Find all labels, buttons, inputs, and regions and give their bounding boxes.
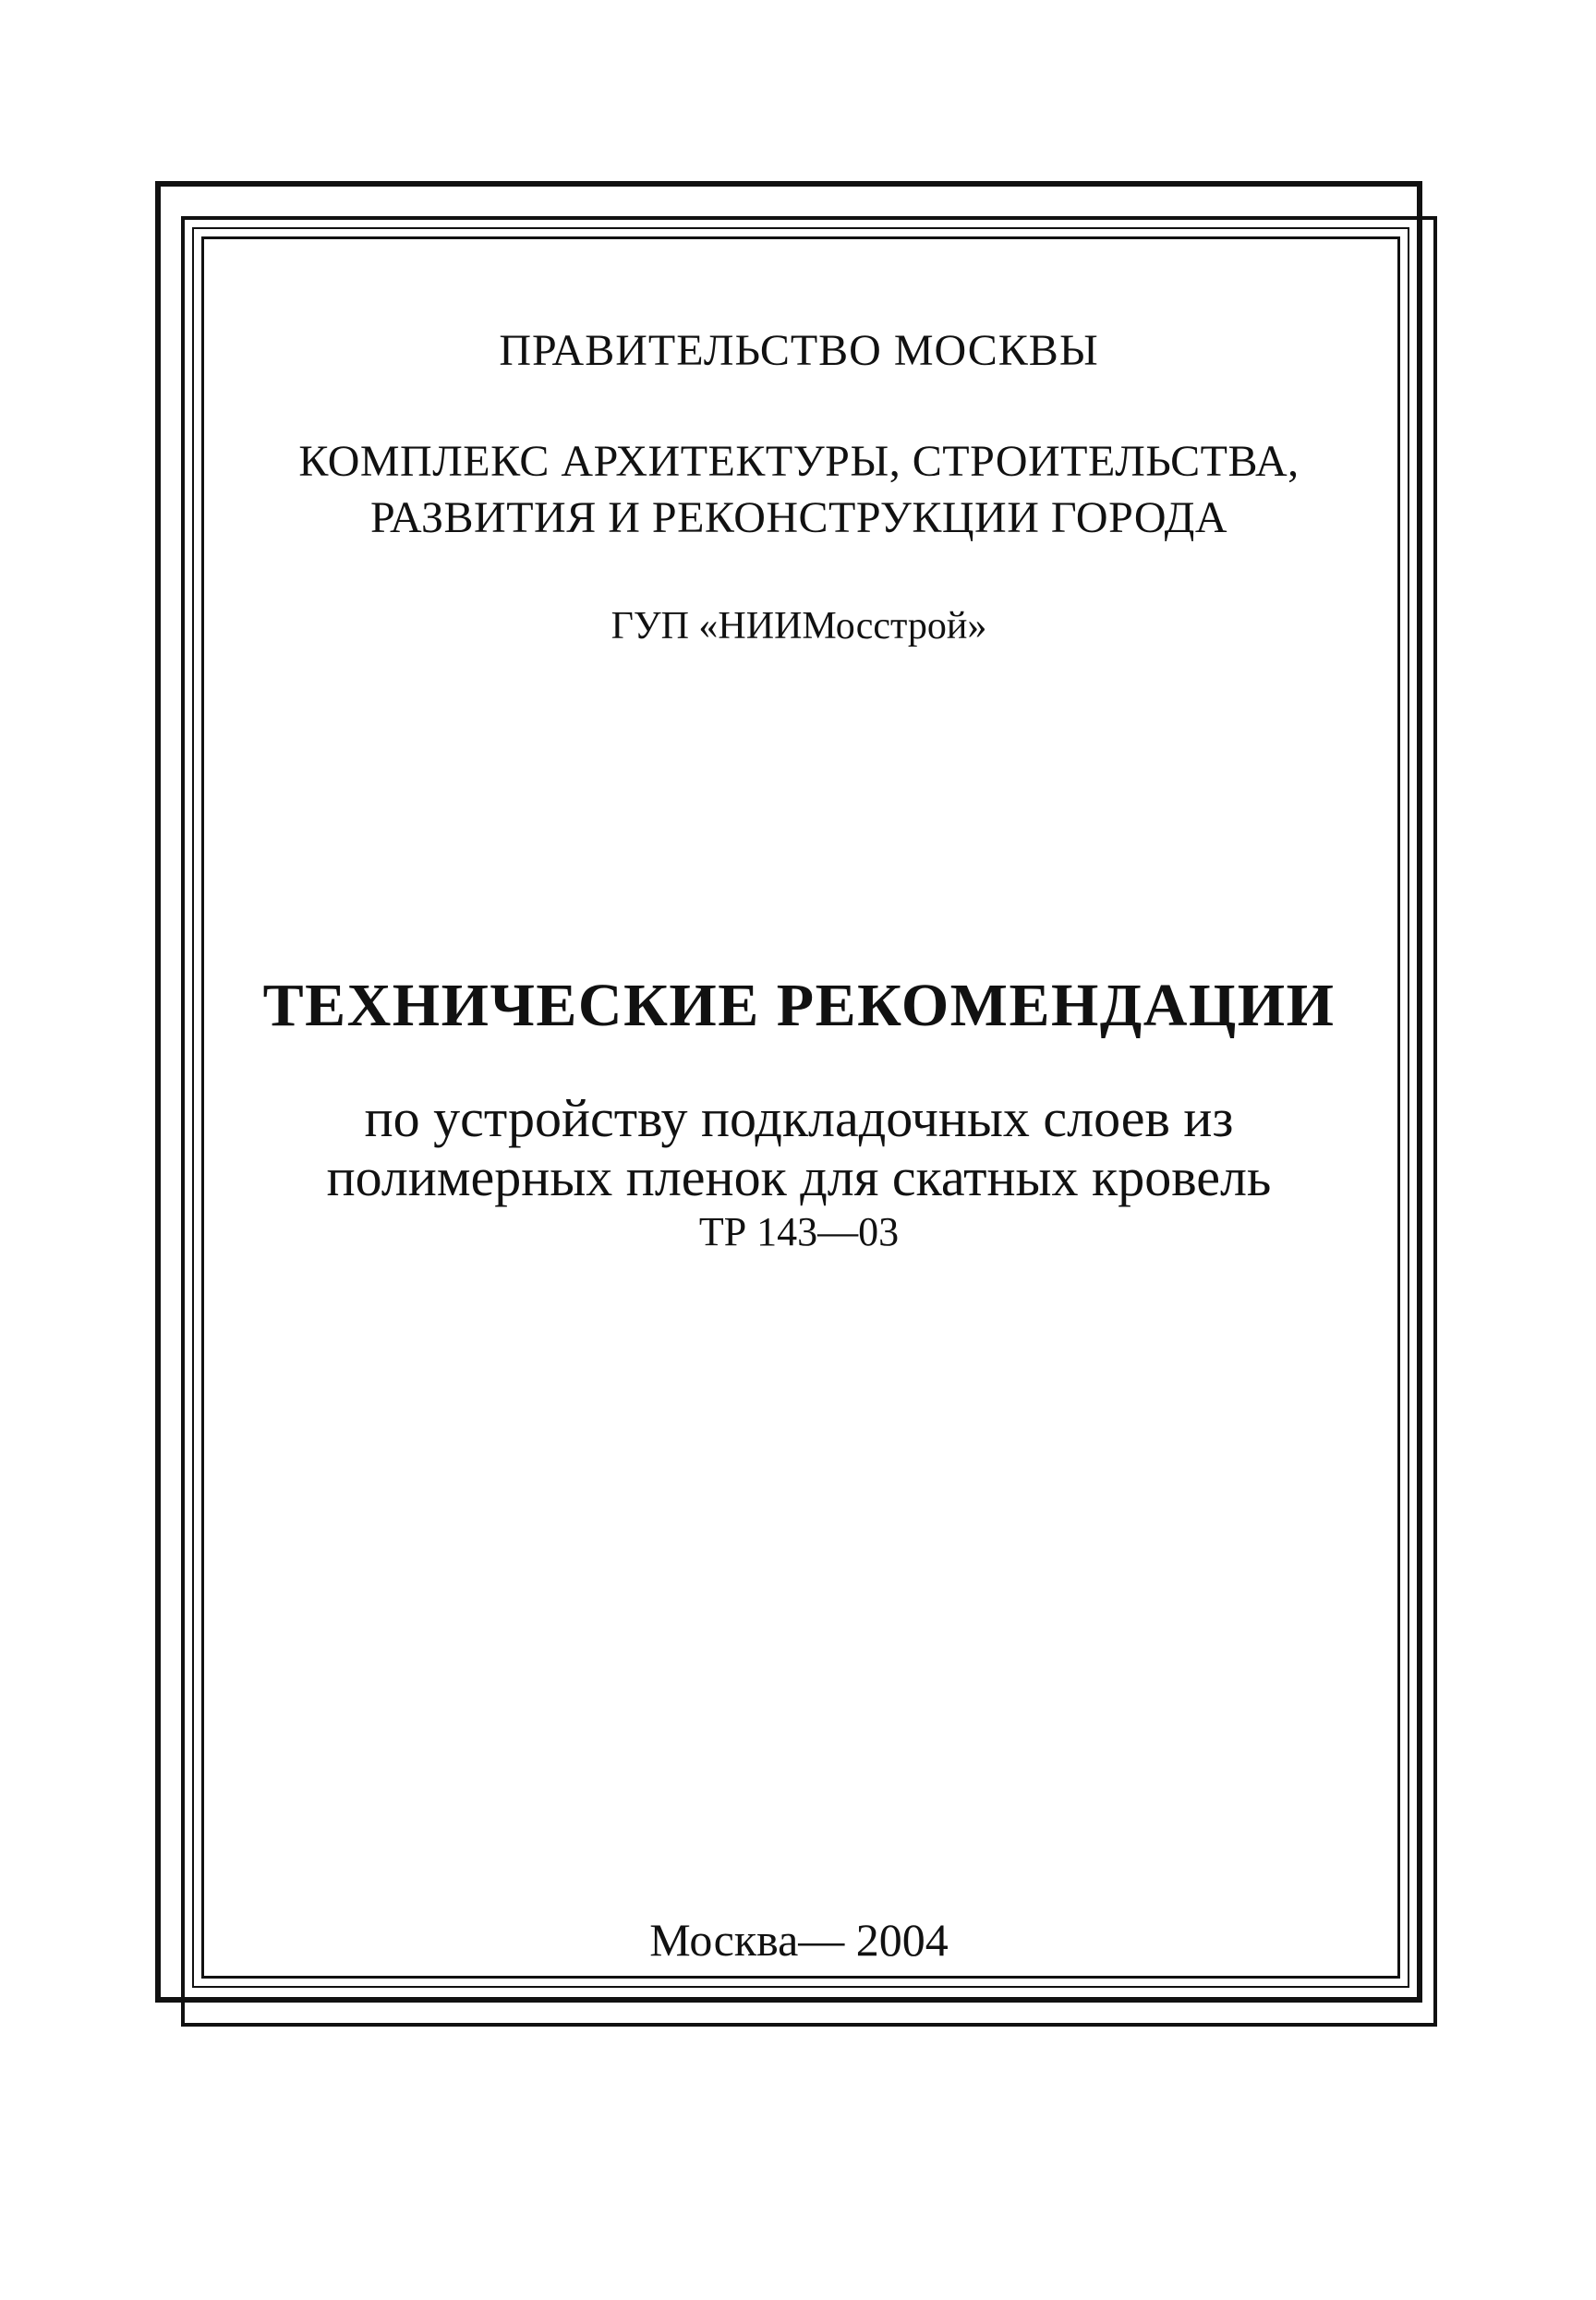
document-subtitle-line-1: по устройству подкладочных слоев из <box>364 1088 1234 1148</box>
document-number: ТР 143—03 <box>698 1209 900 1254</box>
document-subtitle-line-2: полимерных пленок для скатных кровель <box>326 1147 1272 1207</box>
document-title: ТЕХНИЧЕСКИЕ РЕКОМЕНДАЦИИ <box>262 972 1336 1039</box>
place-and-year: Москва— 2004 <box>649 1914 949 1966</box>
complex-heading-line-1: КОМПЛЕКС АРХИТЕКТУРЫ, СТРОИТЕЛЬСТВА, <box>298 437 1300 486</box>
complex-heading-line-2: РАЗВИТИЯ И РЕКОНСТРУКЦИИ ГОРОДА <box>369 493 1228 542</box>
institute-name: ГУП «НИИМосстрой» <box>611 605 987 648</box>
government-heading: ПРАВИТЕЛЬСТВО МОСКВЫ <box>499 326 1099 375</box>
